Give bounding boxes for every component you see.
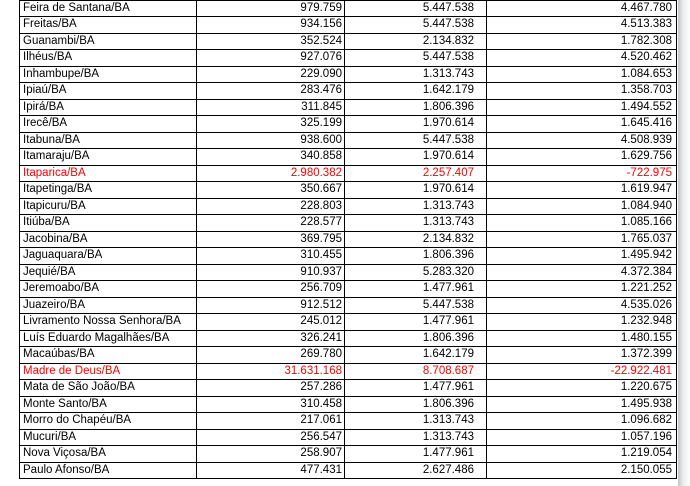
value-2-cell[interactable]: 1.313.743 [345,66,487,83]
value-3-cell[interactable]: 4.520.462 [487,50,677,67]
city-cell[interactable]: Ipirá/BA [20,99,197,116]
window-edge-shadow [678,0,690,486]
value-1-cell[interactable]: 256.547 [197,429,345,446]
value-2-cell[interactable]: 1.313.743 [345,413,487,430]
table-row [20,462,677,479]
value-3-cell[interactable]: 4.467.780 [487,1,677,17]
value-1-cell[interactable]: 979.759 [197,1,345,17]
city-cell[interactable]: Feira de Santana/BA [20,1,197,17]
value-2-cell[interactable]: 5.447.538 [345,132,487,149]
table-row [20,231,677,248]
value-2-cell[interactable]: 1.477.961 [345,380,487,397]
value-1-cell[interactable]: 912.512 [197,297,345,314]
table-row [20,248,677,265]
city-cell[interactable]: Inhambupe/BA [20,66,197,83]
city-cell[interactable]: Itiúba/BA [20,215,197,232]
value-3-cell[interactable]: 1.221.252 [487,281,677,298]
value-3-cell[interactable]: 1.096.682 [487,413,677,430]
city-cell[interactable]: Madre de Deus/BA [20,363,197,380]
table-row [20,66,677,83]
table-row [20,132,677,149]
value-1-cell[interactable]: 910.937 [197,264,345,281]
value-1-cell[interactable]: 325.199 [197,116,345,133]
city-cell[interactable]: Itapicuru/BA [20,198,197,215]
value-2-cell[interactable]: 1.477.961 [345,281,487,298]
table-row [20,17,677,34]
value-2-cell[interactable]: 1.642.179 [345,83,487,100]
table-row [20,116,677,133]
value-1-cell[interactable]: 311.845 [197,99,345,116]
city-cell[interactable]: Guanambi/BA [20,33,197,50]
value-2-cell[interactable]: 5.447.538 [345,297,487,314]
table-row [20,396,677,413]
city-cell[interactable]: Ilhéus/BA [20,50,197,67]
value-2-cell[interactable]: 1.313.743 [345,198,487,215]
value-1-cell[interactable]: 352.524 [197,33,345,50]
value-3-cell[interactable]: 1.220.675 [487,380,677,397]
table-row [20,413,677,430]
value-1-cell[interactable]: 229.090 [197,66,345,83]
value-1-cell[interactable]: 257.286 [197,380,345,397]
city-cell[interactable]: Itabuna/BA [20,132,197,149]
value-1-cell[interactable]: 326.241 [197,330,345,347]
city-cell[interactable]: Luís Eduardo Magalhães/BA [20,330,197,347]
value-2-cell[interactable]: 1.313.743 [345,429,487,446]
city-cell[interactable]: Itamaraju/BA [20,149,197,166]
value-3-cell[interactable]: 1.495.942 [487,248,677,265]
value-2-cell[interactable]: 1.970.614 [345,182,487,199]
value-3-cell[interactable]: 1.232.948 [487,314,677,331]
value-3-cell[interactable]: 1.084.653 [487,66,677,83]
value-2-cell[interactable]: 5.283.320 [345,264,487,281]
value-1-cell[interactable]: 927.076 [197,50,345,67]
value-3-cell[interactable]: 1.765.037 [487,231,677,248]
value-3-cell[interactable]: 1.084.940 [487,198,677,215]
value-1-cell[interactable]: 340.858 [197,149,345,166]
city-cell[interactable]: Itaparica/BA [20,165,197,182]
city-cell[interactable]: Mata de São João/BA [20,380,197,397]
table-row [20,99,677,116]
value-2-cell[interactable]: 1.806.396 [345,248,487,265]
value-3-cell[interactable]: 1.358.703 [487,83,677,100]
value-1-cell[interactable]: 31.631.168 [197,363,345,380]
city-cell[interactable]: Morro do Chapéu/BA [20,413,197,430]
value-1-cell[interactable]: 310.455 [197,248,345,265]
city-cell[interactable]: Jeremoabo/BA [20,281,197,298]
city-cell[interactable]: Mucuri/BA [20,429,197,446]
value-3-cell[interactable]: 4.535.026 [487,297,677,314]
city-cell[interactable]: Itapetinga/BA [20,182,197,199]
value-1-cell[interactable]: 245.012 [197,314,345,331]
table-row [20,314,677,331]
table-row [20,33,677,50]
value-2-cell[interactable]: 1.970.614 [345,149,487,166]
value-3-cell[interactable]: 4.513.383 [487,17,677,34]
city-cell[interactable]: Freitas/BA [20,17,197,34]
value-1-cell[interactable]: 310.458 [197,396,345,413]
table-row [20,347,677,364]
value-2-cell[interactable]: 1.642.179 [345,347,487,364]
table-row [20,215,677,232]
value-3-cell[interactable]: 4.508.939 [487,132,677,149]
table-row [20,363,677,380]
city-cell[interactable]: Macaúbas/BA [20,347,197,364]
table-row [20,149,677,166]
value-2-cell[interactable]: 2.627.486 [345,462,487,479]
table-row [20,1,677,17]
value-3-cell[interactable]: 1.085.166 [487,215,677,232]
table-row [20,264,677,281]
value-1-cell[interactable]: 934.156 [197,17,345,34]
value-3-cell[interactable]: 1.480.155 [487,330,677,347]
value-3-cell[interactable]: 4.372.384 [487,264,677,281]
value-2-cell[interactable]: 1.806.396 [345,396,487,413]
value-3-cell[interactable]: 1.219.054 [487,446,677,463]
value-3-cell[interactable]: 1.645.416 [487,116,677,133]
value-3-cell[interactable]: -22.922.481 [487,363,677,380]
city-cell[interactable]: Jacobina/BA [20,231,197,248]
value-3-cell[interactable]: 1.782.308 [487,33,677,50]
value-2-cell[interactable]: 2.134.832 [345,33,487,50]
value-3-cell[interactable]: 1.629.756 [487,149,677,166]
value-2-cell[interactable]: 1.970.614 [345,116,487,133]
table-row [20,83,677,100]
value-2-cell[interactable]: 2.257.407 [345,165,487,182]
table-row [20,429,677,446]
value-2-cell[interactable]: 5.447.538 [345,17,487,34]
table-row [20,380,677,397]
value-1-cell[interactable]: 477.431 [197,462,345,479]
city-cell[interactable]: Irecê/BA [20,116,197,133]
table-row [20,50,677,67]
value-1-cell[interactable]: 269.780 [197,347,345,364]
value-2-cell[interactable]: 1.313.743 [345,215,487,232]
value-3-cell[interactable]: 1.057.196 [487,429,677,446]
value-2-cell[interactable]: 1.477.961 [345,314,487,331]
value-1-cell[interactable]: 938.600 [197,132,345,149]
value-2-cell[interactable]: 5.447.538 [345,50,487,67]
city-cell[interactable]: Juazeiro/BA [20,297,197,314]
table-body [20,1,677,479]
city-cell[interactable]: Livramento Nossa Senhora/BA [20,314,197,331]
table-row [20,297,677,314]
table-row [20,330,677,347]
value-2-cell[interactable]: 2.134.832 [345,231,487,248]
value-1-cell[interactable]: 350.667 [197,182,345,199]
table-row [20,182,677,199]
value-1-cell[interactable]: 256.709 [197,281,345,298]
table-row [20,446,677,463]
city-cell[interactable]: Ipiaú/BA [20,83,197,100]
value-1-cell[interactable]: 2.980.382 [197,165,345,182]
table-row [20,198,677,215]
value-3-cell[interactable]: -722.975 [487,165,677,182]
value-1-cell[interactable]: 369.795 [197,231,345,248]
table-row [20,165,677,182]
value-3-cell[interactable]: 1.495.938 [487,396,677,413]
value-1-cell[interactable]: 258.907 [197,446,345,463]
value-1-cell[interactable]: 283.476 [197,83,345,100]
value-2-cell[interactable]: 1.806.396 [345,330,487,347]
value-2-cell[interactable]: 1.806.396 [345,99,487,116]
value-3-cell[interactable]: 1.372.399 [487,347,677,364]
value-3-cell[interactable]: 2.150.055 [487,462,677,479]
value-2-cell[interactable]: 5.447.538 [345,1,487,17]
city-cell[interactable]: Monte Santo/BA [20,396,197,413]
municipality-table [19,0,677,479]
value-2-cell[interactable]: 1.477.961 [345,446,487,463]
city-cell[interactable]: Jaguaquara/BA [20,248,197,265]
city-cell[interactable]: Jequié/BA [20,264,197,281]
table-row [20,281,677,298]
value-1-cell[interactable]: 217.061 [197,413,345,430]
value-1-cell[interactable]: 228.577 [197,215,345,232]
value-2-cell[interactable]: 8.708.687 [345,363,487,380]
city-cell[interactable]: Paulo Afonso/BA [20,462,197,479]
city-cell[interactable]: Nova Viçosa/BA [20,446,197,463]
value-1-cell[interactable]: 228.803 [197,198,345,215]
value-3-cell[interactable]: 1.494.552 [487,99,677,116]
value-3-cell[interactable]: 1.619.947 [487,182,677,199]
